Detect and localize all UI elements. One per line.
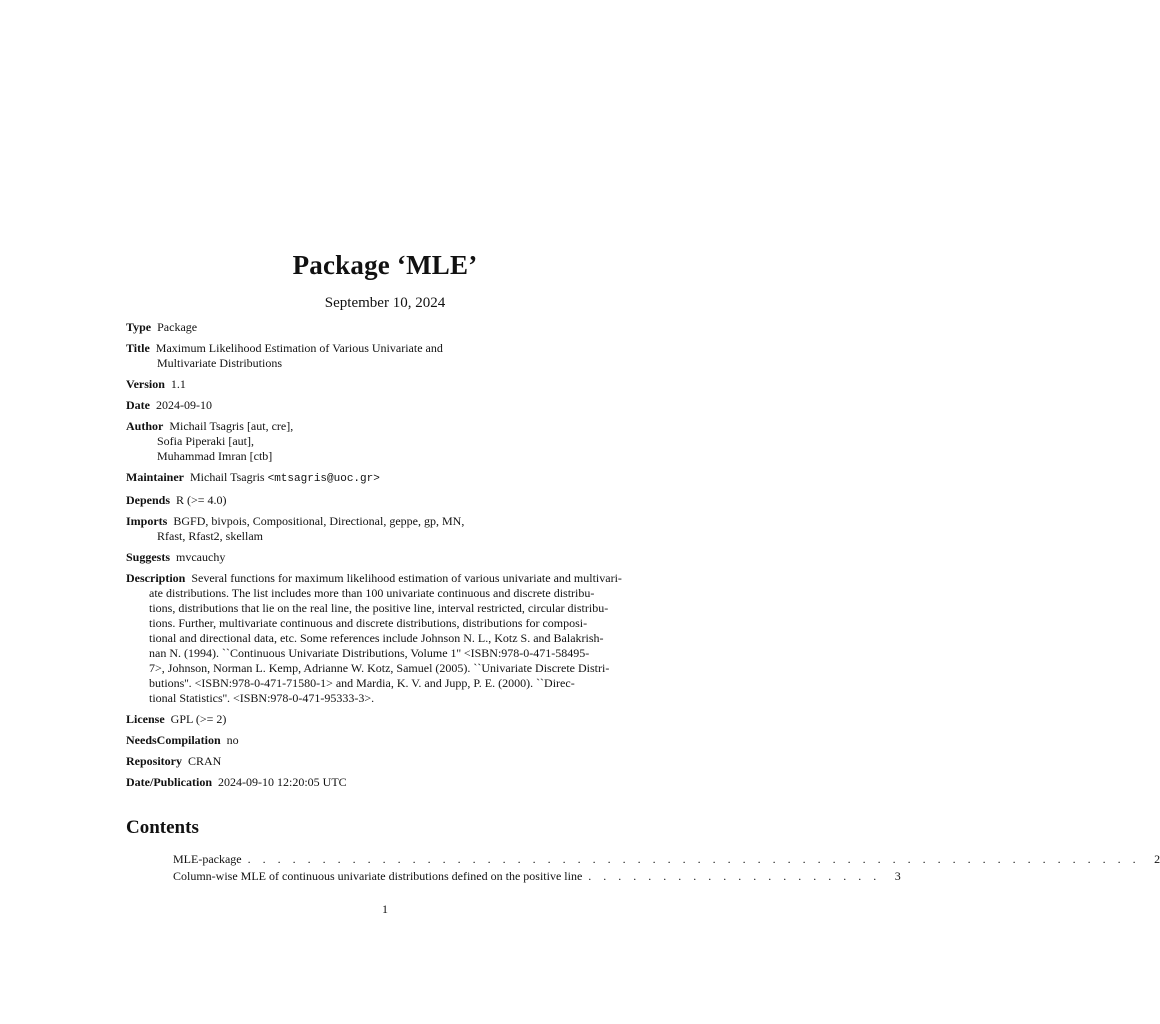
maintainer-email-link[interactable]: <mtsagris@uoc.gr> <box>267 473 380 485</box>
field-value: CRAN <box>188 754 222 768</box>
field-value: 2024-09-10 <box>156 398 212 412</box>
field-value-continued: Sofia Piperaki [aut], <box>157 434 254 448</box>
field-label: Title <box>126 341 150 355</box>
field-value-continued: Multivariate Distributions <box>157 356 282 370</box>
field-value-continued: nan N. (1994). ``Continuous Univariate Distributions, Volume 1'' <ISBN:978-0-471-58495- <box>149 646 590 660</box>
field-title <box>126 341 646 371</box>
package-title: Package ‘MLE’ <box>292 250 478 280</box>
field-label: Maintainer <box>126 470 184 484</box>
toc-entry[interactable] <box>173 852 1160 869</box>
field-value-continued: tional and directional data, etc. Some references include Johnson N. L., Kotz S. and Balakrish- <box>149 631 604 645</box>
toc-leader-dots: . . . . . . . . . . . . . . . . . . . . . . . . . . . . . . . . . . . . . . . . . . . . . . . . . . . . . . . . . . . . <box>247 852 1141 866</box>
field-value: GPL (>= 2) <box>170 712 227 726</box>
field-value: Package <box>157 320 198 334</box>
field-needs-compilation <box>126 733 646 748</box>
table-of-contents <box>173 852 1160 886</box>
page-number: 1 <box>382 902 388 916</box>
field-label: Suggests <box>126 550 171 564</box>
field-label: Author <box>126 419 164 433</box>
toc-entry-page[interactable]: 2 <box>1154 852 1160 866</box>
field-value: Michail Tsagris [aut, cre], <box>169 419 294 433</box>
field-label: Version <box>126 377 165 391</box>
field-value: Several functions for maximum likelihood estimation of various univariate and multivari- <box>191 571 622 585</box>
field-value-continued: Muhammad Imran [ctb] <box>157 449 273 463</box>
package-date: September 10, 2024 <box>324 295 446 311</box>
field-license <box>126 712 646 727</box>
field-value-continued: tional Statistics''. <ISBN:978-0-471-95333-3>. <box>149 691 375 705</box>
field-author <box>126 419 646 464</box>
field-value: Maximum Likelihood Estimation of Various Univariate and <box>155 341 443 355</box>
toc-entry-label[interactable]: Column-wise MLE of continuous univariate distributions defined on the positive line <box>173 869 583 883</box>
field-value: 2024-09-10 12:20:05 UTC <box>218 775 347 789</box>
field-description <box>126 571 646 706</box>
field-label: Description <box>126 571 186 585</box>
field-repository <box>126 754 646 769</box>
field-value-continued: Rfast, Rfast2, skellam <box>157 529 263 543</box>
field-value-continued: tions. Further, multivariate continuous and discrete distributions, distributions for composi- <box>149 616 588 630</box>
field-label: License <box>126 712 165 726</box>
toc-entry[interactable] <box>173 869 901 886</box>
field-value-continued: ate distributions. The list includes more than 100 univariate continuous and discrete distribu- <box>149 586 595 600</box>
toc-entry-label[interactable]: MLE-package <box>173 852 242 866</box>
field-maintainer <box>126 470 646 487</box>
field-label: Repository <box>126 754 182 768</box>
field-date-publication <box>126 775 646 790</box>
field-date <box>126 398 646 413</box>
field-label: Depends <box>126 493 171 507</box>
toc-entry-page[interactable]: 3 <box>894 869 901 883</box>
maintainer-name: Michail Tsagris <box>190 470 265 484</box>
field-value: R (>= 4.0) <box>176 493 227 507</box>
field-value: mvcauchy <box>176 550 226 564</box>
field-imports <box>126 514 646 544</box>
field-label: Date <box>126 398 150 412</box>
toc-leader-dots: . . . . . . . . . . . . . . . . . . . . <box>588 869 881 883</box>
description-fields <box>126 320 646 796</box>
contents-heading: Contents <box>126 817 199 838</box>
field-value-continued: tions, distributions that lie on the real line, the positive line, interval restricted, circular distribu- <box>149 601 609 615</box>
field-label: Imports <box>126 514 168 528</box>
field-suggests <box>126 550 646 565</box>
field-version <box>126 377 646 392</box>
field-label: NeedsCompilation <box>126 733 221 747</box>
field-value-continued: 7>, Johnson, Norman L. Kemp, Adrianne W. Kotz, Samuel (2005). ``Univariate Discrete Distri- <box>149 661 610 675</box>
field-type <box>126 320 646 335</box>
field-value-continued: butions''. <ISBN:978-0-471-71580-1> and Mardia, K. V. and Jupp, P. E. (2000). ``Direc- <box>149 676 575 690</box>
field-depends <box>126 493 646 508</box>
field-value: no <box>226 733 239 747</box>
field-value: BGFD, bivpois, Compositional, Directional, geppe, gp, MN, <box>173 514 465 528</box>
field-value: 1.1 <box>170 377 186 391</box>
field-label: Date/Publication <box>126 775 212 789</box>
field-label: Type <box>126 320 152 334</box>
